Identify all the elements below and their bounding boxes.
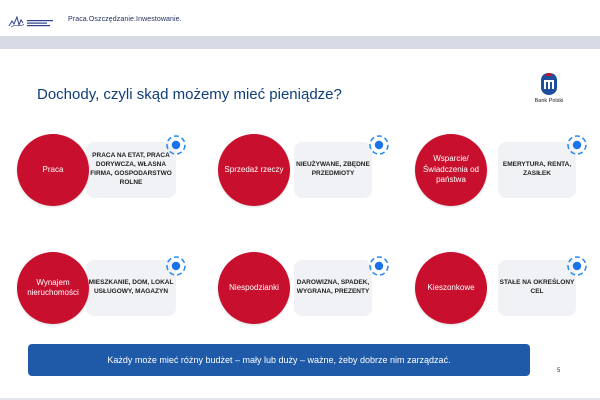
card-5-items: DAROWIZNA, SPADEK, WYGRANA, PREZENTY [294, 260, 372, 316]
header-tagline: Praca.Oszczędzanie.Inwestowanie. [68, 16, 182, 23]
card-4-label: Wynajem nieruchomości [17, 252, 89, 324]
institute-logo-icon [8, 14, 58, 30]
card-1-label: Praca [17, 134, 89, 206]
target-dot-icon [368, 134, 390, 156]
page-title: Dochody, czyli skąd możemy mieć pieniądze? [37, 86, 342, 103]
card-3-label: Wsparcie/ Świadczenia od państwa [415, 134, 487, 206]
bank-name: Bank Polski [534, 98, 564, 104]
target-dot-icon [566, 255, 588, 277]
card-2-label: Sprzedaż rzeczy [218, 134, 290, 206]
card-4-items: MIESZKANIE, DOM, LOKAL USŁUGOWY, MAGAZYN [86, 260, 176, 316]
header-bar [0, 0, 600, 37]
card-1-items: PRACA NA ETAT, PRACA DORYWCZA, WŁASNA FIRMA, GOSPODARSTWO ROLNE [86, 142, 176, 198]
summary-banner: Każdy może mieć różny budżet – mały lub duży – ważne, żeby dobrze nim zarządzać. [28, 344, 530, 376]
card-3-items: EMERYTURA, RENTA, ZASIŁEK [498, 142, 576, 198]
page-number: 5 [557, 368, 561, 374]
card-2-items: NIEUŻYWANE, ZBĘDNE PRZEDMIOTY [294, 142, 372, 198]
bank-brand [524, 72, 574, 112]
card-6-label: Kieszonkowe [415, 252, 487, 324]
header-band [0, 36, 600, 49]
target-dot-icon [165, 255, 187, 277]
bank-logo-icon [539, 72, 559, 96]
target-dot-icon [368, 255, 390, 277]
card-6-items: STAŁE NA OKREŚLONY CEL [498, 260, 576, 316]
target-dot-icon [165, 134, 187, 156]
target-dot-icon [566, 134, 588, 156]
card-5-label: Niespodzianki [218, 252, 290, 324]
